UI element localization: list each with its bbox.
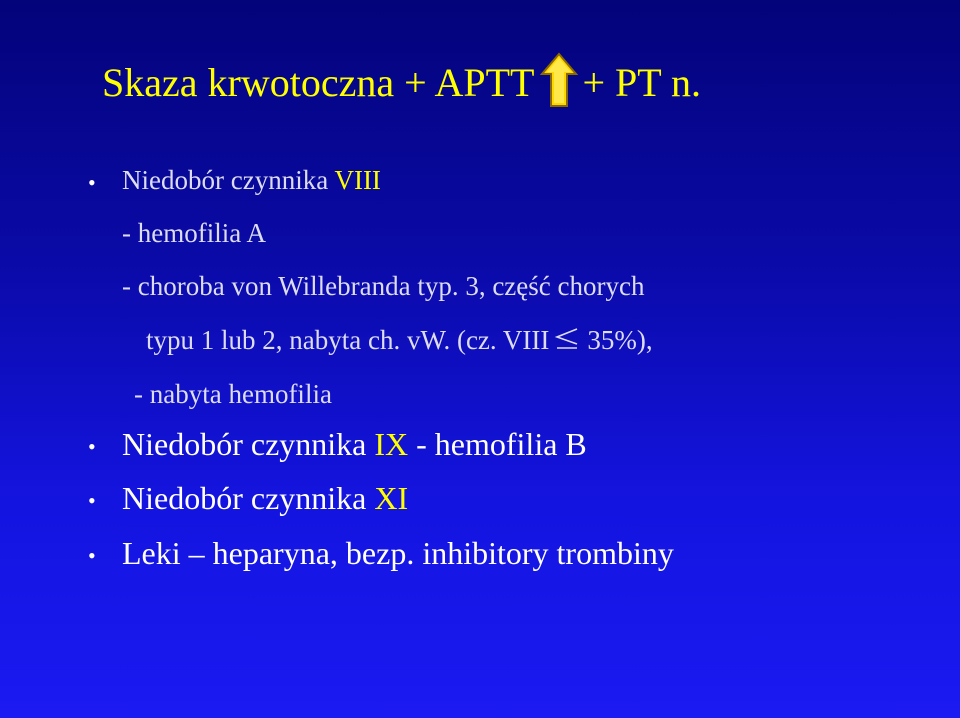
factor-viii: VIII	[334, 165, 381, 195]
line-text: Niedobór czynnika	[122, 480, 375, 516]
line-text: Niedobór czynnika	[122, 165, 335, 195]
bullet-1: •	[88, 170, 96, 195]
title-text-2: + PT n.	[582, 60, 701, 105]
factor-ix: IX	[374, 426, 409, 462]
line-niedobor-ix	[122, 428, 587, 460]
line-typu-1-2	[146, 327, 653, 354]
line-niedobor-viii	[122, 167, 381, 194]
up-arrow-icon	[540, 52, 578, 108]
slide-title	[102, 52, 701, 108]
bullet-2: •	[88, 434, 96, 459]
line-text: Niedobór czynnika	[122, 426, 375, 462]
line-rest: - hemofilia B	[408, 426, 587, 462]
less-or-equal-icon	[553, 327, 581, 351]
line-niedobor-xi	[122, 482, 408, 514]
line-percent: 35%),	[587, 325, 653, 355]
line-text: typu 1 lub 2, nabyta ch. vW. (cz. VIII	[146, 325, 550, 355]
factor-xi: XI	[374, 480, 409, 516]
bullet-3: •	[88, 488, 96, 513]
line-leki: Leki – heparyna, bezp. inhibitory trombiny	[122, 535, 674, 571]
title-text-1: Skaza krwotoczna + APTT	[102, 60, 535, 105]
line-nabyta-hemofilia: - nabyta hemofilia	[134, 379, 332, 409]
line-choroba-vw: - choroba von Willebranda typ. 3, część chorych	[122, 271, 645, 301]
line-hemofilia-a: - hemofilia A	[122, 218, 266, 248]
bullet-4: •	[88, 543, 96, 568]
